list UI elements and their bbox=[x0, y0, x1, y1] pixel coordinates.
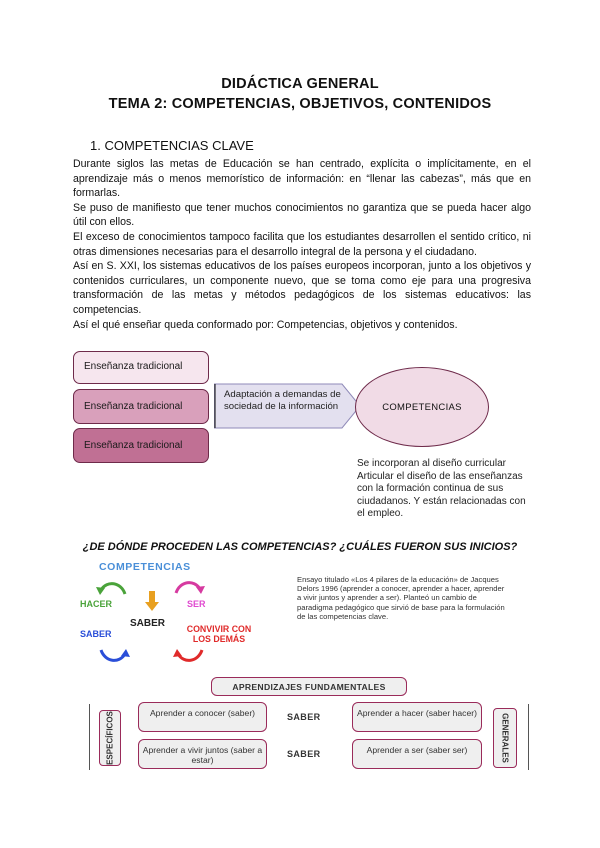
curved-arrow-icon bbox=[172, 646, 206, 666]
ellipse-label: COMPETENCIAS bbox=[382, 401, 462, 413]
cycle-title: COMPETENCIAS bbox=[99, 561, 191, 573]
curriculum-note: Se incorporan al diseño curricular Articular el diseño de las enseñanzas con la formación continua de sus ciudadanos. Y están relacionadas con el empleo. bbox=[357, 458, 526, 519]
adaptation-arrow bbox=[214, 383, 362, 429]
competencias-cycle bbox=[75, 558, 275, 670]
learn-to-live-together-box: Aprender a vivir juntos (saber a estar) bbox=[138, 739, 267, 769]
learn-to-do-box: Aprender a hacer (saber hacer) bbox=[352, 702, 482, 732]
paragraph: Durante siglos las metas de Educación se han centrado, explícita o implícitamente, en el aprendizaje más o menos memorístico de información: en “llenar las cabezas”, más que en formarlas. bbox=[73, 158, 531, 200]
ser-label: SER bbox=[187, 599, 206, 609]
delors-essay-note: Ensayo titulado «Los 4 pilares de la educación» de Jacques Delors 1996 (aprender a conocer, aprender a hacer, aprender a vivir juntos y aprender a ser). Planteó un cambio de paradigma pedagógico que sirvió de base para la formulación de las competencias clave. bbox=[297, 575, 505, 621]
specific-label: ESPECÍFICOS bbox=[105, 711, 115, 765]
saber-left-label: SABER bbox=[80, 629, 112, 639]
traditional-teaching-box: Enseñanza tradicional bbox=[73, 389, 209, 424]
paragraph: Se puso de manifiesto que tener muchos conocimientos no garantiza que se pueda hacer algo útil con ellos. bbox=[73, 201, 531, 229]
traditional-teaching-box: Enseñanza tradicional bbox=[73, 428, 209, 463]
section-body bbox=[73, 157, 531, 332]
learn-to-know-box: Aprender a conocer (saber) bbox=[138, 702, 267, 732]
saber-connector: SABER bbox=[287, 712, 321, 722]
competencias-ellipse bbox=[355, 367, 489, 447]
curved-arrow-icon bbox=[172, 577, 206, 597]
origins-question: ¿DE DÓNDE PROCEDEN LAS COMPETENCIAS? ¿CUÁLES FUERON SUS INICIOS? bbox=[82, 541, 518, 553]
bracket-line bbox=[528, 704, 529, 770]
general-label-box bbox=[493, 708, 517, 768]
hacer-label: HACER bbox=[80, 599, 113, 609]
learn-to-be-box: Aprender a ser (saber ser) bbox=[352, 739, 482, 769]
curved-arrow-icon bbox=[95, 578, 129, 598]
saber-connector: SABER bbox=[287, 749, 321, 759]
document-title: DIDÁCTICA GENERAL bbox=[221, 76, 379, 92]
document-subtitle: TEMA 2: COMPETENCIAS, OBJETIVOS, CONTENIDOS bbox=[108, 96, 492, 112]
arrow-label: Adaptación a demandas de sociedad de la información bbox=[224, 389, 341, 412]
general-label: GENERALES bbox=[500, 713, 510, 763]
specific-label-box bbox=[99, 710, 121, 766]
arrow-down-icon bbox=[145, 591, 159, 611]
learning-title-box: APRENDIZAJES FUNDAMENTALES bbox=[211, 677, 407, 696]
traditional-teaching-box: Enseñanza tradicional bbox=[73, 351, 209, 384]
saber-center-label: SABER bbox=[130, 618, 166, 629]
convivir-label: CONVIVIR CON LOS DEMÁS bbox=[186, 624, 252, 644]
paragraph: El exceso de conocimientos tampoco facilita que los estudiantes desarrollen el sentido crítico, ni otras dimensiones necesarias para el desarrollo integral de la persona y el ciudadano. bbox=[73, 230, 531, 258]
curved-arrow-icon bbox=[97, 646, 131, 666]
paragraph: Así en S. XXI, los sistemas educativos de los países europeos incorporan, junto a los objetivos y contenidos curriculares, un componente nuevo, que se toma como eje para una progresiva transformación de las metas y métodos pedagógicos de los sistemas educativos: las competencias. bbox=[73, 260, 531, 316]
paragraph: Así el qué enseñar queda conformado por: Competencias, objetivos y contenidos. bbox=[73, 318, 458, 331]
section-heading: 1. COMPETENCIAS CLAVE bbox=[90, 138, 254, 153]
bracket-line bbox=[89, 704, 90, 770]
